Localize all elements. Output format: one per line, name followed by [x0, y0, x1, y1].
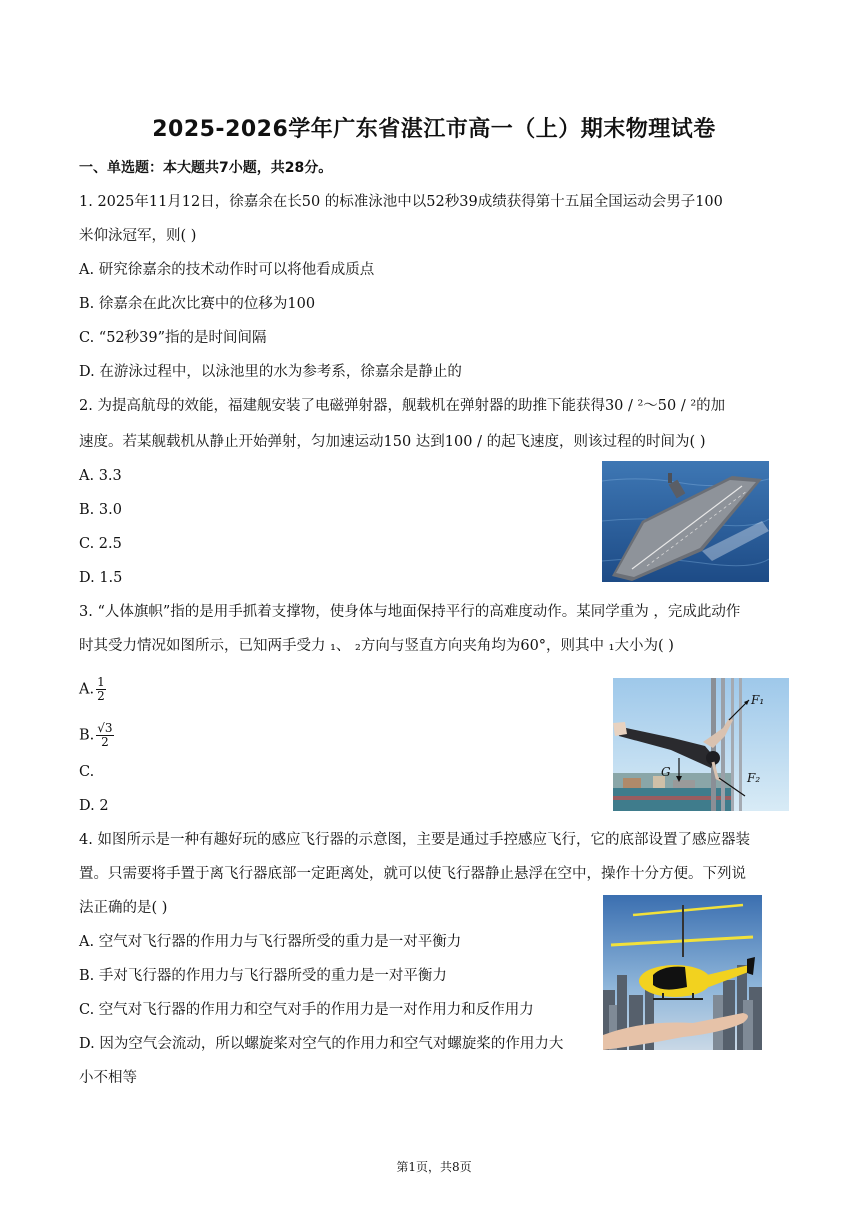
q4-option-d-continued: 小不相等: [79, 1070, 137, 1086]
force-f1-label: F₁: [751, 693, 765, 707]
q3-option-a-numerator: 1: [97, 675, 105, 689]
q3-option-b-fraction: [96, 722, 113, 749]
q4-option-b: B. 手对飞行器的作用力与飞行器所受的重力是一对平衡力: [79, 968, 447, 984]
q3-option-b: [79, 722, 114, 749]
q2-stem-line1: 2. 为提高航母的效能，福建舰安装了电磁弹射器，舰载机在弹射器的助推下能获得30 / ²～50 / ²的加: [79, 398, 726, 414]
q2-option-b: B. 3.0: [79, 502, 122, 518]
q4-option-a: A. 空气对飞行器的作用力与飞行器所受的重力是一对平衡力: [79, 934, 462, 950]
page-title: 2025-2026学年广东省湛江市高一（上）期末物理试卷: [152, 117, 716, 142]
q3-option-a-label: A.: [79, 681, 95, 698]
q4-option-d: D. 因为空气会流动，所以螺旋桨对空气的作用力和空气对螺旋桨的作用力大: [79, 1036, 564, 1052]
q4-option-c: C. 空气对飞行器的作用力和空气对手的作用力是一对作用力和反作用力: [79, 1002, 534, 1018]
aircraft-carrier-image: [602, 461, 769, 582]
q3-option-a-fraction: [96, 676, 106, 703]
q1-stem-line1: 1. 2025年11月12日，徐嘉余在长50 的标准泳池中以52秒39成绩获得第十五届全国运动会男子100: [79, 194, 723, 210]
q3-option-a: [79, 676, 106, 703]
q1-option-b: B. 徐嘉余在此次比赛中的位移为100: [79, 296, 316, 312]
q3-stem-line1: 3. “人体旗帜”指的是用手抓着支撑物，使身体与地面保持平行的高难度动作。某同学重为 ，完成此动作: [79, 604, 741, 620]
q2-option-a: A. 3.3: [79, 468, 122, 484]
q1-option-a: A. 研究徐嘉余的技术动作时可以将他看成质点: [79, 262, 375, 278]
q2-option-d: D. 1.5: [79, 570, 123, 586]
q3-option-b-denominator: 2: [101, 735, 109, 749]
q3-option-a-denominator: 2: [97, 689, 105, 703]
q4-stem-line3: 法正确的是( ): [79, 900, 168, 916]
helicopter-image: [603, 895, 762, 1050]
q2-stem-line2: 速度。若某舰载机从静止开始弹射，匀加速运动150 达到100 / 的起飞速度，则该过程的时间为( ): [79, 434, 706, 450]
q2-option-c: C. 2.5: [79, 536, 122, 552]
q3-option-b-numerator: √3: [97, 721, 113, 735]
q1-stem-line2: 米仰泳冠军，则( ): [79, 228, 197, 244]
q3-option-c: C.: [79, 764, 95, 780]
q1-option-c: C. “52秒39”指的是时间间隔: [79, 330, 267, 346]
q3-option-d: D. 2: [79, 798, 109, 814]
q1-option-d: D. 在游泳过程中，以泳池里的水为参考系，徐嘉余是静止的: [79, 364, 462, 380]
force-f2-label: F₂: [747, 771, 761, 785]
section-heading: 一、单选题：本大题共7小题，共28分。: [79, 160, 333, 176]
human-flag-figure: [613, 678, 789, 811]
q4-stem-line2: 置。只需要将手置于离飞行器底部一定距离处，就可以使飞行器静止悬浮在空中，操作十分方便。下列说: [79, 866, 746, 882]
q3-option-b-label: B.: [79, 727, 95, 744]
page-footer: 第1页，共8页: [396, 1160, 472, 1174]
q3-stem-line2: 时其受力情况如图所示，已知两手受力 ₁、 ₂方向与竖直方向夹角均为60°，则其中 ₁大小为( ): [79, 638, 674, 654]
gravity-label: G: [661, 765, 671, 779]
q4-stem-line1: 4. 如图所示是一种有趣好玩的感应飞行器的示意图，主要是通过手控感应飞行，它的底部设置了感应器装: [79, 832, 750, 848]
